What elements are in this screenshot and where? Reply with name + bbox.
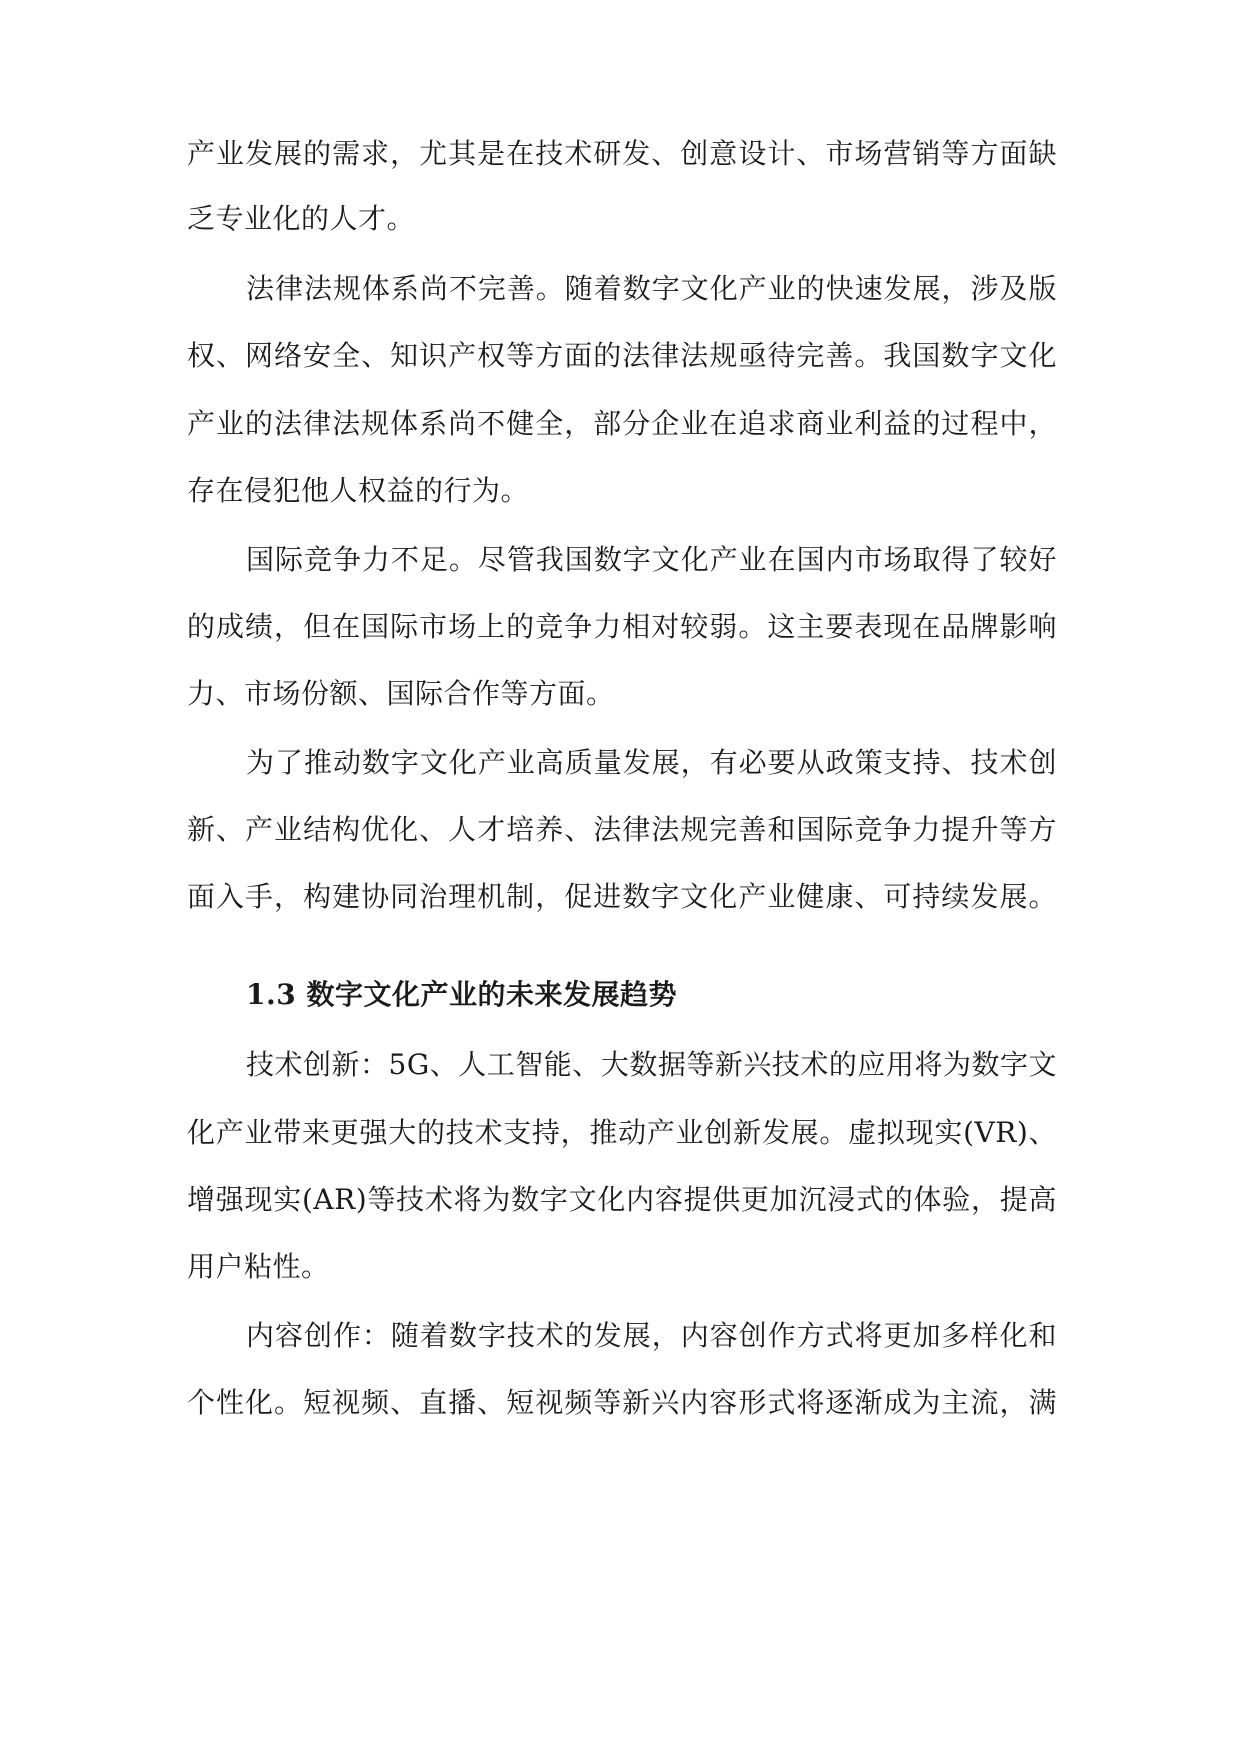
paragraph-line: 力、市场份额、国际合作等方面。 (187, 677, 615, 710)
paragraph-line: 为了推动数字文化产业高质量发展，有必要从政策支持、技术创 (246, 746, 1057, 779)
paragraph-line: 法律法规体系尚不完善。随着数字文化产业的快速发展，涉及版 (246, 272, 1057, 305)
paragraph-line: 产业发展的需求，尤其是在技术研发、创意设计、市场营销等方面缺 (187, 137, 1057, 170)
paragraph-line: 国际竞争力不足。尽管我国数字文化产业在国内市场取得了较好 (246, 543, 1057, 576)
paragraph-line: 存在侵犯他人权益的行为。 (187, 474, 530, 507)
paragraph-line: 面入手，构建协同治理机制，促进数字文化产业健康、可持续发展。 (187, 880, 1057, 913)
paragraph-line: 用户粘性。 (187, 1250, 330, 1283)
paragraph-line: 增强现实(AR)等技术将为数字文化内容提供更加沉浸式的体验，提高 (187, 1183, 1057, 1216)
section-heading: 1.3 数字文化产业的未来发展趋势 (246, 978, 677, 1011)
paragraph-line: 权、网络安全、知识产权等方面的法律法规亟待完善。我国数字文化 (187, 339, 1057, 372)
paragraph-line: 新、产业结构优化、人才培养、法律法规完善和国际竞争力提升等方 (187, 813, 1057, 846)
paragraph-line: 内容创作：随着数字技术的发展，内容创作方式将更加多样化和 (246, 1319, 1057, 1352)
paragraph-line: 技术创新：5G、人工智能、大数据等新兴技术的应用将为数字文 (246, 1048, 1057, 1081)
paragraph-line: 个性化。短视频、直播、短视频等新兴内容形式将逐渐成为主流，满 (187, 1386, 1057, 1419)
paragraph-line: 化产业带来更强大的技术支持，推动产业创新发展。虚拟现实(VR)、 (187, 1116, 1057, 1149)
paragraph-line: 乏专业化的人才。 (187, 202, 416, 235)
paragraph-line: 产业的法律法规体系尚不健全，部分企业在追求商业利益的过程中， (187, 407, 1057, 440)
paragraph-line: 的成绩，但在国际市场上的竞争力相对较弱。这主要表现在品牌影响 (187, 610, 1057, 643)
